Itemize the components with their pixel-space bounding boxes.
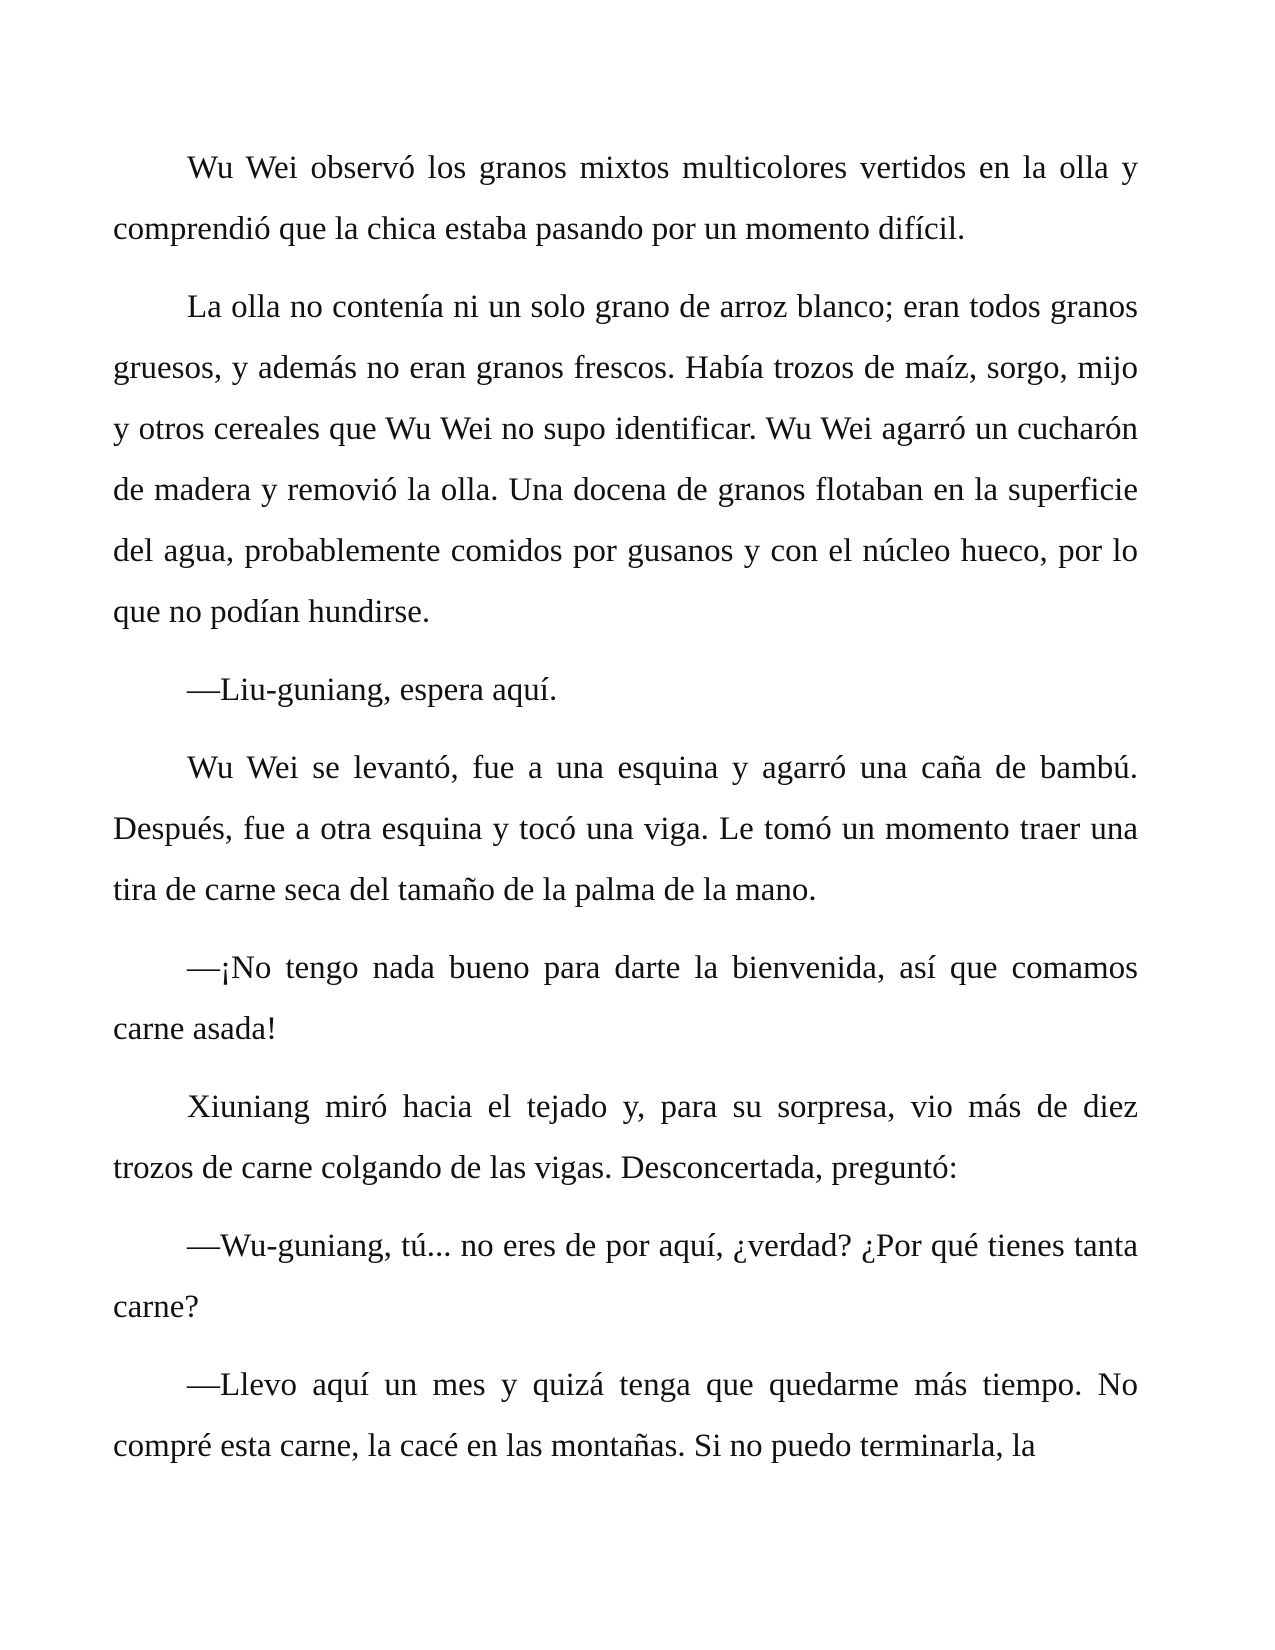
document-page <box>113 138 1138 1494</box>
paragraph-7: —Wu-guniang, tú... no eres de por aquí, ¿verdad? ¿Por qué tienes tanta carne? <box>113 1228 1138 1325</box>
paragraph-4: Wu Wei se levantó, fue a una esquina y agarró una caña de bambú. Después, fue a otra esquina y tocó una viga. Le tomó un momento traer una tira de carne seca del tamaño de la palma de la mano. <box>113 750 1138 908</box>
paragraph-1: Wu Wei observó los granos mixtos multicolores vertidos en la olla y comprendió que la chica estaba pasando por un momento difícil. <box>113 150 1138 247</box>
paragraph-6: Xiuniang miró hacia el tejado y, para su sorpresa, vio más de diez trozos de carne colgando de las vigas. Desconcertada, preguntó: <box>113 1089 1138 1186</box>
paragraph-8: —Llevo aquí un mes y quizá tenga que quedarme más tiempo. No compré esta carne, la cacé en las montañas. Si no puedo terminarla, la <box>113 1367 1138 1464</box>
paragraph-2: La olla no contenía ni un solo grano de arroz blanco; eran todos granos gruesos, y además no eran granos frescos. Había trozos de maíz, sorgo, mijo y otros cereales que Wu Wei no supo identificar. Wu Wei agarró un cucharón de madera y removió la olla. Una docena de granos flotaban en la superficie del agua, probablemente comidos por gusanos y con el núcleo hueco, por lo que no podían hundirse. <box>113 289 1138 630</box>
paragraph-3: —Liu-guniang, espera aquí. <box>187 672 558 708</box>
paragraph-5: —¡No tengo nada bueno para darte la bienvenida, así que comamos carne asada! <box>113 950 1138 1047</box>
